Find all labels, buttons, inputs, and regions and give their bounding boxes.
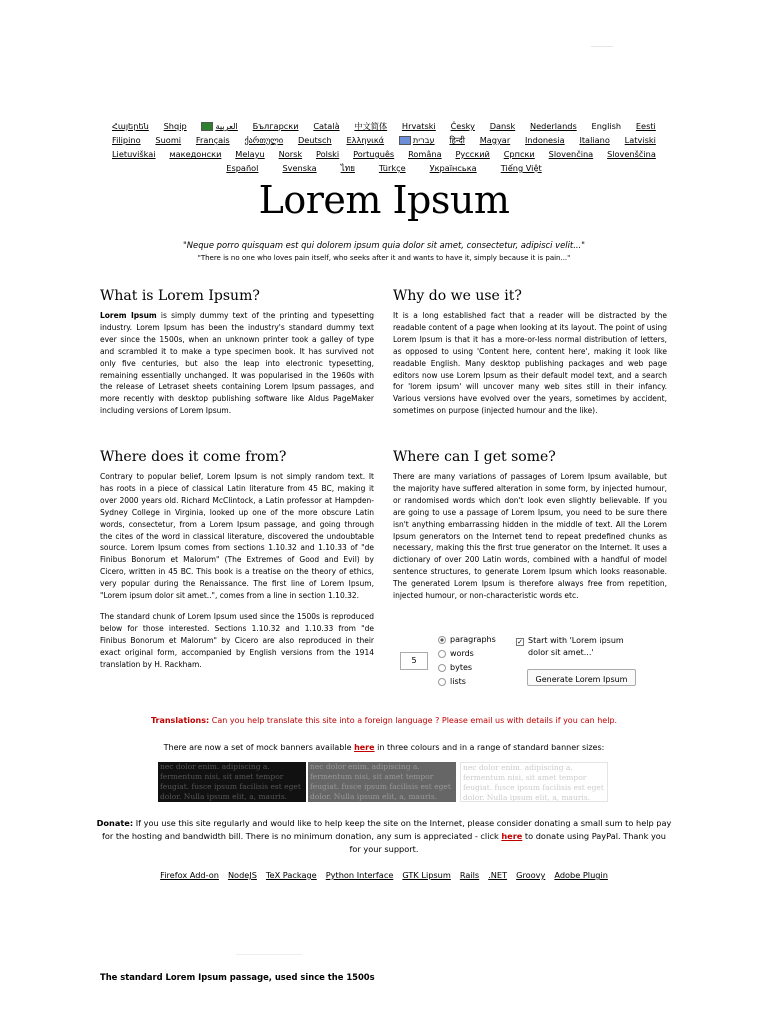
language-label: Eesti (635, 121, 656, 131)
radio-icon[interactable] (438, 664, 446, 672)
latin-quote: "Neque porro quisquam est qui dolorem ipsum quia dolor sit amet, consectetur, adipisci velit..." (182, 240, 586, 250)
language-link[interactable] (353, 147, 394, 161)
language-label: Հայերեն (112, 121, 149, 131)
banners-link[interactable]: here (354, 743, 375, 752)
language-link[interactable] (155, 133, 181, 147)
radio-icon[interactable] (438, 636, 446, 644)
language-label: Türkçe (378, 163, 406, 173)
language-label: Norsk (278, 149, 303, 159)
language-label: Português (353, 149, 395, 159)
language-label: Српски (503, 149, 535, 159)
language-label: 中文简体 (354, 121, 388, 131)
language-label: Lietuviškai (112, 149, 156, 159)
language-link[interactable] (253, 119, 299, 133)
footer-link[interactable]: Adobe Plugin (554, 870, 608, 880)
banner-light[interactable]: nec dolor enim. adipiscing a. fermentum nisi, sit amet tempor feugiat. fusce ipsum facilisis est eget dolor. Nulla ipsum elit, a, mauris. (460, 762, 608, 802)
language-link[interactable] (282, 161, 316, 175)
option-words[interactable] (438, 649, 474, 658)
language-link[interactable] (480, 133, 511, 147)
donate-text-after: to donate using PayPal. Thank you for your support. (349, 831, 667, 854)
language-label: Suomi (155, 135, 182, 145)
section-heading: Where can I get some? (393, 449, 556, 465)
language-label: Hrvatski (401, 121, 436, 131)
language-label: עברית (412, 135, 435, 145)
language-link[interactable] (399, 133, 435, 147)
language-link[interactable] (112, 119, 149, 133)
translations-label: Translations: (150, 716, 210, 725)
language-link[interactable] (625, 133, 656, 147)
section-heading: What is Lorem Ipsum? (100, 288, 260, 304)
language-list (112, 119, 656, 175)
language-label: Slovenščina (607, 149, 656, 159)
language-link[interactable] (346, 133, 384, 147)
section-text: Contrary to popular belief, Lorem Ipsum is not simply random text. It has roots in a piece of classical Latin literature from 45 BC, making it over 2000 years old. Richard McClintock, a Latin professor at Hampden-Sydney College in Virginia, looked up one of the more obscure Latin words, consectetur, from a Lorem Ipsum passage, and going through the cites of the word in classical literature, discovered the undoubtable source. Lorem Ipsum comes from sections 1.10.32 and 1.10.33 of "de Finibus Bonorum et Malorum" (The Extremes of Good and Evil) by Cicero, written in 45 BC. This book is a treatise on the theory of ethics, very popular during the Renaissance. The first line of Lorem Ipsum, "Lorem ipsum dolor sit amet..", comes from a line in section 1.10.32. (100, 472, 374, 601)
option-lists[interactable] (438, 677, 466, 686)
donate-notice (96, 817, 672, 856)
footer-links (0, 870, 768, 880)
option-label: words (450, 649, 474, 658)
language-link[interactable] (490, 119, 516, 133)
banners-text-after: in three colours and in a range of standard banner sizes: (374, 743, 605, 752)
section-text: The standard chunk of Lorem Ipsum used since the 1500s is reproduced below for those interested. Sections 1.10.32 and 1.10.33 from "de Finibus Bonorum et Malorum" by Cicero are also reproduced in their exact original form, accompanied by English versions from the 1914 translation by H. Rackham. (100, 611, 374, 669)
flag-icon (201, 122, 213, 131)
radio-icon[interactable] (438, 678, 446, 686)
language-row (112, 161, 656, 175)
language-link[interactable] (402, 119, 436, 133)
language-label: Українська (429, 163, 477, 173)
language-link[interactable] (549, 147, 594, 161)
footer-link[interactable]: Groovy (516, 870, 546, 880)
language-link[interactable] (169, 147, 221, 161)
language-label: Slovenčina (548, 149, 594, 159)
language-link[interactable] (430, 161, 477, 175)
language-link[interactable] (579, 133, 609, 147)
language-label: Latviski (624, 135, 656, 145)
language-label: Deutsch (297, 135, 332, 145)
footer-link[interactable]: TeX Package (265, 870, 317, 880)
banners-text-before: There are now a set of mock banners available (163, 743, 355, 752)
language-row (112, 133, 656, 147)
section-what (100, 288, 374, 426)
footer-link[interactable]: GTK Lipsum (402, 870, 451, 880)
generator-form (400, 632, 670, 692)
radio-icon[interactable] (438, 650, 446, 658)
footer-link[interactable]: Rails (459, 870, 480, 880)
language-link[interactable] (244, 133, 283, 147)
section-text (100, 310, 374, 417)
section-where-get (393, 449, 667, 611)
language-link[interactable] (279, 147, 303, 161)
language-link[interactable] (636, 119, 656, 133)
section-why (393, 288, 667, 426)
language-label: Česky (450, 121, 475, 131)
language-label: العربية (215, 121, 238, 131)
language-link[interactable] (235, 147, 264, 161)
language-label: English (591, 121, 622, 131)
section-text: There are many variations of passages of Lorem Ipsum available, but the majority have suffered alteration in some form, by injected humour, or randomised words which don't look even slightly believable. If you are going to use a passage of Lorem Ipsum, you need to be sure there isn't anything embarrassing hidden in the middle of text. All the Lorem Ipsum generators on the Internet tend to repeat predefined chunks as necessary, making this the first true generator on the Internet. It uses a dictionary of over 200 Latin words, combined with a handful of model sentence structures, to generate Lorem Ipsum which looks reasonable. The generated Lorem Ipsum is therefore always free from repetition, injected humour, or non-characteristic words etc. (393, 472, 667, 601)
start-with-checkbox[interactable]: ✓ (517, 638, 523, 646)
language-label: ไทย (340, 163, 355, 173)
banner-gray[interactable]: nec dolor enim. adipiscing a. fermentum nisi, sit amet tempor feugiat. fusce ipsum facilisis est eget dolor. Nulla ipsum elit, a, mauris. (308, 762, 456, 802)
donate-label: Donate: (96, 818, 134, 828)
language-link[interactable] (298, 133, 332, 147)
language-label: Ελληνικά (346, 135, 385, 145)
option-bytes[interactable] (438, 663, 472, 672)
language-link[interactable] (112, 147, 156, 161)
language-label: Româna (408, 149, 442, 159)
language-link[interactable] (164, 119, 187, 133)
language-label: Français (195, 135, 230, 145)
amount-input[interactable]: 5 (400, 652, 428, 670)
top-divider (591, 46, 613, 47)
language-link[interactable] (607, 147, 656, 161)
language-link[interactable] (408, 147, 442, 161)
language-link[interactable] (530, 119, 577, 133)
banners-notice (0, 743, 768, 752)
language-link[interactable] (592, 119, 622, 133)
language-label: ქართული (244, 135, 284, 145)
separator (236, 954, 302, 955)
option-label: lists (450, 677, 466, 686)
language-label: Español (226, 163, 259, 173)
language-label: Indonesia (525, 135, 565, 145)
language-label: Català (313, 121, 340, 131)
footer-link[interactable]: Firefox Add-on (160, 870, 219, 880)
language-label: Svenska (282, 163, 317, 173)
language-link[interactable] (112, 133, 141, 147)
donate-text: If you use this site regularly and would like to help keep the site on the Internet, please consider donating a small sum to help pay for the hosting and bandwidth bill. There is no minimum donation, any sum is appreciated - click (101, 818, 672, 841)
bold-lead: Lorem Ipsum (100, 311, 157, 320)
language-label: Dansk (489, 121, 516, 131)
footer-link[interactable]: Python Interface (325, 870, 394, 880)
language-label: Tiếng Việt (500, 163, 542, 173)
translations-notice (0, 716, 768, 725)
language-label: Italiano (579, 135, 610, 145)
language-link[interactable] (449, 133, 464, 147)
flag-icon (399, 136, 411, 145)
language-label: Magyar (479, 135, 511, 145)
generate-button[interactable]: Generate Lorem Ipsum (527, 669, 636, 686)
bottom-heading: The standard Lorem Ipsum passage, used since the 1500s (100, 972, 375, 982)
language-label: Pyccкий (455, 149, 490, 159)
footer-link[interactable]: NodeJS (227, 870, 257, 880)
option-paragraphs[interactable] (438, 635, 496, 644)
donate-link[interactable]: here (501, 831, 523, 841)
translations-text: Can you help translate this site into a foreign language ? Please email us with details if you can help. (209, 716, 618, 725)
language-label: Български (252, 121, 299, 131)
language-label: Polski (315, 149, 340, 159)
section-where-from (100, 449, 374, 680)
language-link[interactable] (341, 161, 355, 175)
language-label: हिन्दी (449, 135, 465, 145)
language-row (112, 147, 656, 161)
language-link[interactable] (504, 147, 535, 161)
language-label: Shqip (163, 121, 187, 131)
page-title: Lorem Ipsum (258, 178, 510, 222)
language-link[interactable] (451, 119, 475, 133)
language-link[interactable] (316, 147, 339, 161)
language-label: Filipino (112, 135, 141, 145)
language-label: Nederlands (530, 121, 577, 131)
language-link[interactable] (455, 147, 489, 161)
language-link[interactable] (525, 133, 565, 147)
language-link[interactable] (196, 133, 230, 147)
option-label: paragraphs (450, 635, 496, 644)
english-quote: "There is no one who loves pain itself, who seeks after it and wants to have it, simply because it is pain..." (197, 254, 571, 262)
footer-link[interactable]: .NET (488, 870, 508, 880)
language-link[interactable] (201, 119, 237, 133)
language-label: македонски (169, 149, 222, 159)
section-text: It is a long established fact that a reader will be distracted by the readable content of a page when looking at its layout. The point of using Lorem Ipsum is that it has a more-or-less normal distribution of letters, as opposed to using 'Content here, content here', making it look like readable English. Many desktop publishing packages and web page editors now use Lorem Ipsum as their default model text, and a search for 'lorem ipsum' will uncover many web sites still in their infancy. Various versions have evolved over the years, sometimes by accident, sometimes on purpose (injected humour and the like). (393, 311, 667, 416)
language-link[interactable] (379, 161, 406, 175)
language-link[interactable] (226, 161, 258, 175)
section-heading: Why do we use it? (393, 288, 522, 304)
language-link[interactable] (501, 161, 542, 175)
option-label: bytes (450, 663, 473, 672)
language-link[interactable] (313, 119, 339, 133)
language-row (112, 119, 656, 133)
section-heading: Where does it come from? (100, 449, 287, 465)
start-with-label: Start with 'Lorem ipsum dolor sit amet...' (528, 636, 624, 657)
language-link[interactable] (354, 119, 387, 133)
language-label: Melayu (235, 149, 265, 159)
banner-dark[interactable]: nec dolor enim. adipiscing a. fermentum nisi, sit amet tempor feugiat. fusce ipsum facilisis est eget dolor. Nulla ipsum elit, a, mauris. (158, 762, 306, 802)
section-body: is simply dummy text of the printing and typesetting industry. Lorem Ipsum has been the industry's standard dummy text ever since the 1500s, when an unknown printer took a galley of type and scrambled it to make a type specimen book. It has survived not only five centuries, but also the leap into electronic typesetting, remaining essentially unchanged. It was popularised in the 1960s with the release of Letraset sheets containing Lorem Ipsum passages, and more recently with desktop publishing software like Aldus PageMaker including versions of Lorem Ipsum. (100, 311, 374, 416)
